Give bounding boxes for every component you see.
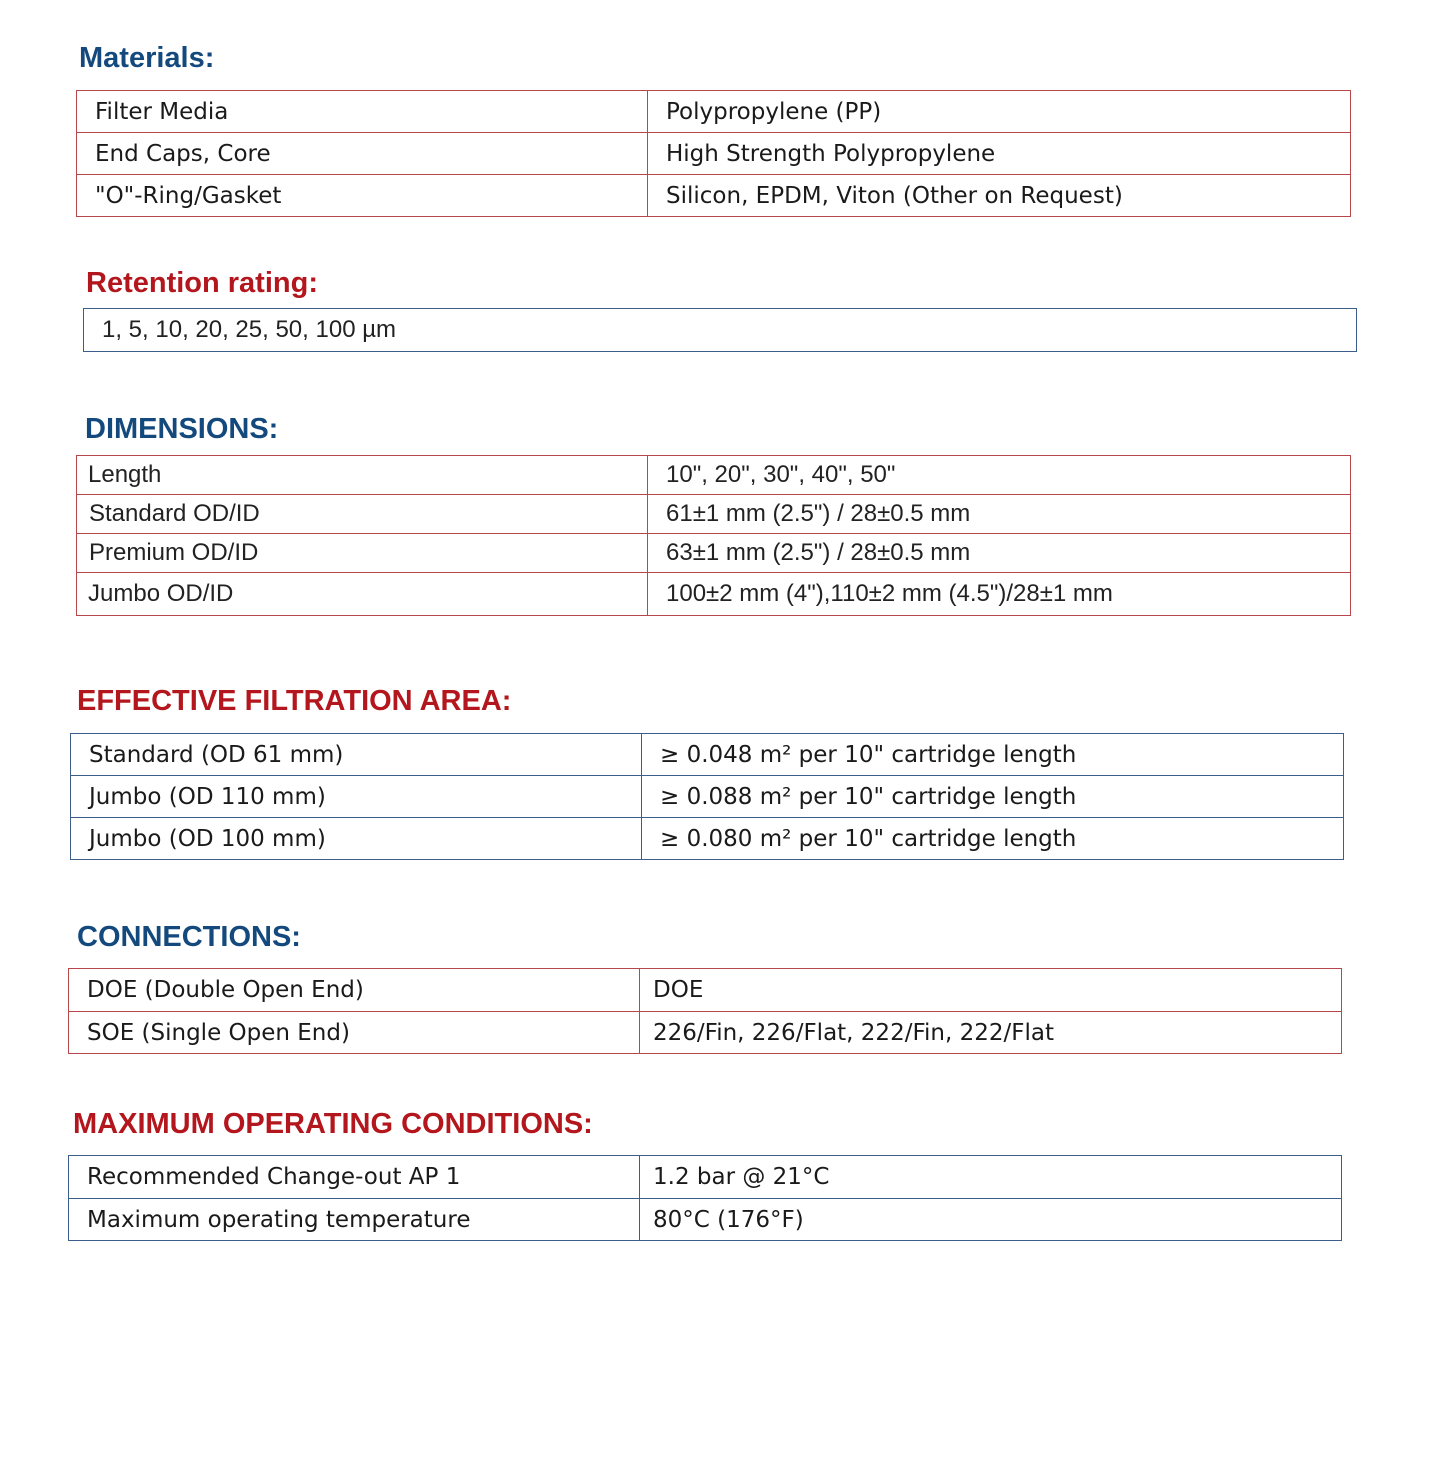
table-row	[77, 495, 1351, 534]
table-row	[77, 133, 1351, 175]
filtration-area-table	[70, 733, 1344, 860]
table-row	[77, 456, 1351, 495]
dimensions-value: 100±2 mm (4"),110±2 mm (4.5")/28±1 mm	[648, 573, 1351, 616]
materials-table	[76, 90, 1351, 217]
table-row	[71, 776, 1344, 818]
materials-value: Silicon, EPDM, Viton (Other on Request)	[648, 175, 1351, 217]
filtration-area-heading: EFFECTIVE FILTRATION AREA:	[77, 685, 512, 717]
connections-table	[68, 968, 1342, 1054]
materials-value: Polypropylene (PP)	[648, 91, 1351, 133]
retention-value: 1, 5, 10, 20, 25, 50, 100 µm	[84, 309, 1357, 352]
retention-table	[83, 308, 1357, 352]
dimensions-heading: DIMENSIONS:	[85, 413, 279, 445]
connections-heading: CONNECTIONS:	[77, 921, 301, 953]
filtration-area-label: Jumbo (OD 100 mm)	[71, 818, 642, 860]
operating-conditions-label: Recommended Change-out AP 1	[69, 1156, 640, 1199]
connections-label: SOE (Single Open End)	[69, 1012, 640, 1054]
connections-value: DOE	[640, 969, 1342, 1012]
dimensions-value: 63±1 mm (2.5") / 28±0.5 mm	[648, 534, 1351, 573]
table-row	[77, 91, 1351, 133]
table-row	[77, 175, 1351, 217]
dimensions-table	[76, 455, 1351, 616]
table-row	[69, 1156, 1342, 1199]
table-row	[71, 734, 1344, 776]
table-row	[69, 1012, 1342, 1054]
operating-conditions-heading: MAXIMUM OPERATING CONDITIONS:	[73, 1108, 593, 1140]
operating-conditions-label: Maximum operating temperature	[69, 1199, 640, 1241]
operating-conditions-value: 1.2 bar @ 21°C	[640, 1156, 1342, 1199]
materials-label: "O"-Ring/Gasket	[77, 175, 648, 217]
materials-label: End Caps, Core	[77, 133, 648, 175]
filtration-area-value: ≥ 0.080 m² per 10" cartridge length	[642, 818, 1344, 860]
table-row	[69, 1199, 1342, 1241]
retention-heading: Retention rating:	[86, 267, 318, 299]
table-row	[84, 309, 1357, 352]
table-row	[77, 534, 1351, 573]
dimensions-value: 10", 20", 30", 40", 50"	[648, 456, 1351, 495]
filtration-area-label: Jumbo (OD 110 mm)	[71, 776, 642, 818]
materials-heading: Materials:	[79, 42, 215, 74]
table-row	[77, 573, 1351, 616]
dimensions-label: Standard OD/ID	[77, 495, 648, 534]
filtration-area-value: ≥ 0.048 m² per 10" cartridge length	[642, 734, 1344, 776]
dimensions-value: 61±1 mm (2.5") / 28±0.5 mm	[648, 495, 1351, 534]
filtration-area-value: ≥ 0.088 m² per 10" cartridge length	[642, 776, 1344, 818]
connections-label: DOE (Double Open End)	[69, 969, 640, 1012]
materials-value: High Strength Polypropylene	[648, 133, 1351, 175]
dimensions-label: Length	[77, 456, 648, 495]
table-row	[69, 969, 1342, 1012]
filtration-area-label: Standard (OD 61 mm)	[71, 734, 642, 776]
dimensions-label: Jumbo OD/ID	[77, 573, 648, 616]
materials-label: Filter Media	[77, 91, 648, 133]
dimensions-label: Premium OD/ID	[77, 534, 648, 573]
operating-conditions-table	[68, 1155, 1342, 1241]
table-row	[71, 818, 1344, 860]
connections-value: 226/Fin, 226/Flat, 222/Fin, 222/Flat	[640, 1012, 1342, 1054]
operating-conditions-value: 80°C (176°F)	[640, 1199, 1342, 1241]
